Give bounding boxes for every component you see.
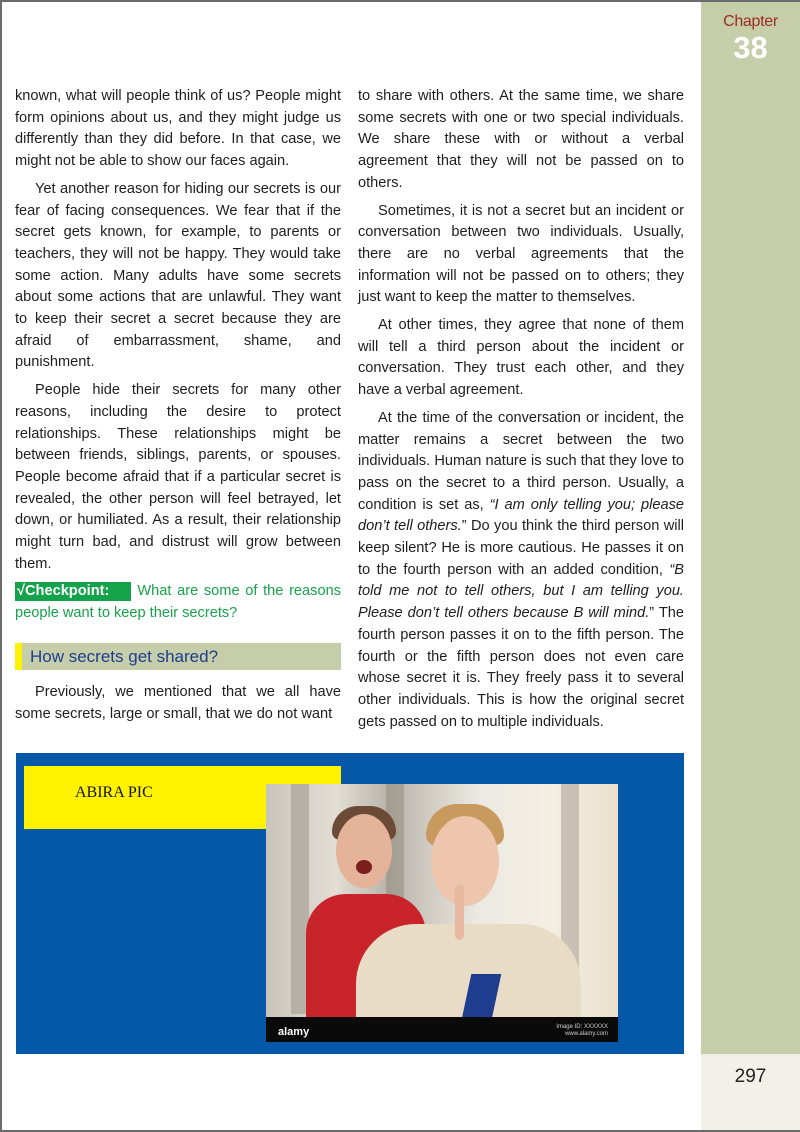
- text-run: ” Do you think the third person will keep silent? He is more cautious. He passes it on to the fourth person with an added condition,: [358, 518, 684, 578]
- left-column: [15, 86, 341, 731]
- paragraph: to share with others. At the same time, we share some secrets with one or two special individuals. We share these with or without a verbal agreement that they will not be passed on to others.: [358, 88, 684, 191]
- checkpoint-badge: √Checkpoint:: [15, 582, 131, 601]
- woman-beige-face: [431, 816, 499, 906]
- chapter-label: Chapter: [723, 13, 778, 30]
- paragraph: At other times, they agree that none of them will tell a third person about the incident or conversation. They trust each other, and they have a verbal agreement.: [358, 317, 684, 399]
- page-number: 297: [734, 1066, 767, 1087]
- paragraph: Yet another reason for hiding our secrets is our fear of facing consequences. We fear that if the secret gets known, for example, to parents or teachers, they will not be happy. They would take some action. Many adults have some secrets about some actions that are unlawful. They want to keep their secret a secret because they are afraid of embarrassment, shame, and punishment.: [15, 180, 341, 371]
- watermark-meta: [556, 1024, 608, 1038]
- paragraph: Previously, we mentioned that we all have some secrets, large or small, that we do not want: [15, 683, 341, 722]
- figure-photo: [266, 784, 618, 1042]
- checkpoint-question: What are some of the reasons people want to keep their secrets?: [15, 583, 341, 622]
- text-run: ” The fourth person passes it on to the fifth person. The fourth or the fifth person does not even care whose secret it is. They freely pass it to several other individuals. This is how the original secret gets passed on to multiple individuals.: [358, 605, 684, 730]
- text-run: At the time of the conversation or incident, the matter remains a secret between the two individuals. Human nature is such that they love to pass on the secret to a third person. Usually, a condition is set as,: [358, 409, 684, 513]
- paragraph: [358, 408, 684, 734]
- watermark-bar: [266, 1017, 618, 1042]
- shush-finger: [455, 884, 464, 940]
- chapter-number: 38: [733, 30, 768, 65]
- woman-red-face: [336, 814, 392, 888]
- watermark-url: www.alamy.com: [565, 1031, 608, 1037]
- paragraph: People hide their secrets for many other reasons, including the desire to protect relationships. These relationships might be between friends, siblings, parents, or spouses. People become afraid that if a particular secret is revealed, the other person will feel betrayed, let down, or humiliated. As a result, their relationship might turn bad, and distrust will grow between them.: [15, 382, 341, 572]
- shouting-mouth: [356, 860, 372, 874]
- quote: “B told me not to tell others, but I am telling you. Please don’t tell others because B will mind.: [358, 561, 684, 622]
- paragraph: known, what will people think of us? People might form opinions about us, and they might judge us differently than they did before. In that case, we might not be able to show our faces again.: [15, 88, 341, 170]
- paragraph: Sometimes, it is not a secret but an incident or conversation between two individuals. Usually, there are no verbal agreements that the information will not be passed on to others; they just want to keep the matter to themselves.: [358, 202, 684, 306]
- quote: “I am only telling you; please don’t tell others.: [358, 496, 684, 535]
- watermark-id: Image ID: XXXXXX: [556, 1024, 608, 1030]
- figure-label: ABIRA PIC: [75, 784, 153, 801]
- watermark-logo: alamy: [278, 1026, 310, 1038]
- section-heading: How secrets get shared?: [15, 643, 341, 670]
- checkpoint: [15, 581, 341, 624]
- right-column: [358, 86, 684, 739]
- chapter-sidebar: [701, 0, 800, 1054]
